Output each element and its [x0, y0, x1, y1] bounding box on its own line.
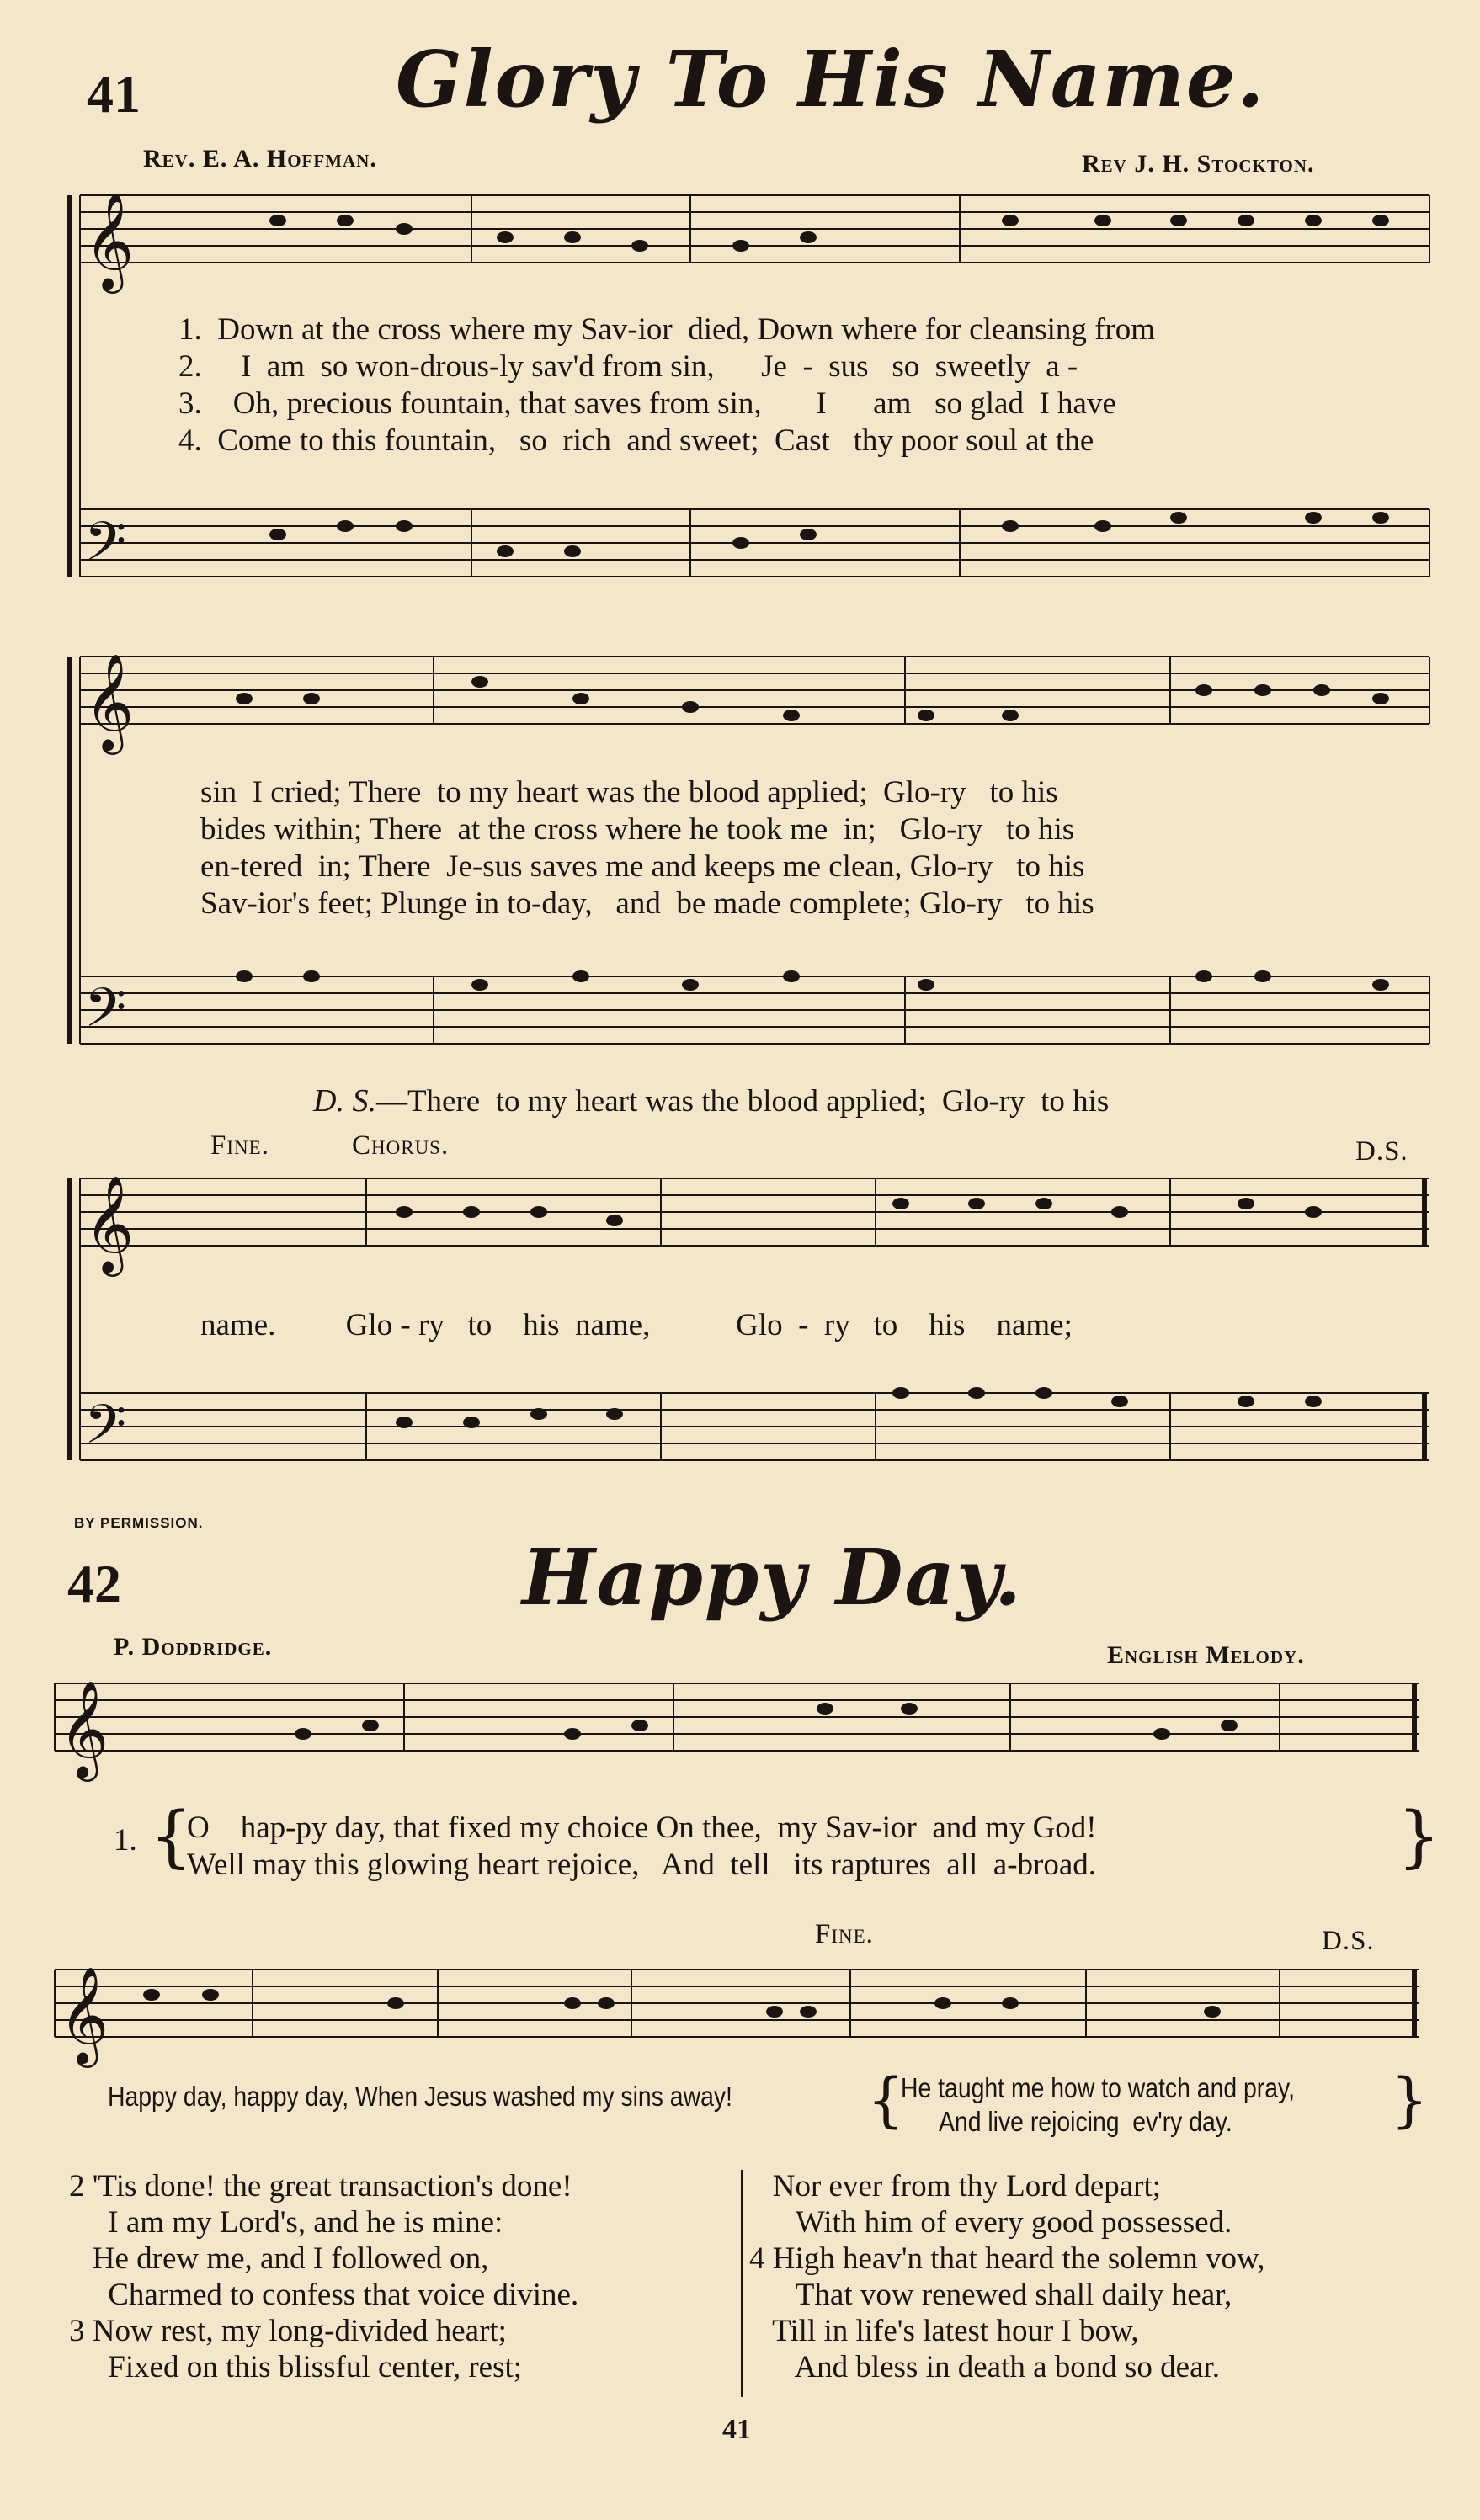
verse-lyrics-block-2	[200, 774, 1094, 922]
lyric-line: Sav-ior's feet; Plunge in to-day, and be made complete; Glo-ry to his	[200, 886, 1094, 921]
svg-text:𝄞: 𝄞	[84, 191, 135, 290]
svg-text:𝄞: 𝄞	[59, 1679, 109, 1778]
lyric-line: bides within; There at the cross where he took me in; Glo-ry to his	[200, 812, 1075, 847]
hymn-number: 42	[67, 1554, 121, 1614]
hymn-composer: Rev J. H. Stockton.	[1082, 150, 1315, 178]
hymn-title: Glory To His Name.	[396, 34, 1266, 125]
svg-text:𝄞: 𝄞	[59, 1965, 109, 2064]
refrain-2	[901, 2072, 1359, 2140]
verse-line: That vow renewed shall daily hear,	[749, 2278, 1232, 2312]
verses-left-column	[69, 2168, 578, 2385]
fine-label: Fine.	[815, 1919, 874, 1949]
chorus-label: Chorus.	[352, 1130, 450, 1161]
column-divider	[741, 2170, 743, 2397]
hymn-author: P. Doddridge.	[114, 1633, 273, 1661]
lyric-line: 1. Down at the cross where my Sav-ior died, Down where for cleansing from	[178, 312, 1156, 347]
verse-line: And bless in death a bond so dear.	[749, 2350, 1221, 2384]
ds-mark: D.S.	[1322, 1926, 1375, 1956]
lyric-line: And live rejoicing ev'ry day.	[939, 2106, 1232, 2137]
refrain-line: Happy day, happy day, When Jesus washed my sins away!	[108, 2081, 732, 2112]
lyric-line: O hap-py day, that fixed my choice On thee, my Sav-ior and my God!	[187, 1810, 1097, 1845]
verse-line: Nor ever from thy Lord depart;	[749, 2169, 1162, 2204]
ds-text: —There to my heart was the blood applied; Glo-ry to his	[375, 1084, 1110, 1119]
ds-mark: D.S.	[1355, 1136, 1408, 1167]
chorus-lyrics: name. Glo - ry to his name, Glo - ry to his name;	[200, 1308, 1073, 1342]
permission-note: BY PERMISSION.	[74, 1515, 204, 1531]
hymn-number: 41	[87, 64, 141, 124]
brace-right: }	[1397, 1797, 1440, 1875]
svg-text:𝄢: 𝄢	[84, 1394, 127, 1470]
ds-line	[313, 1082, 1109, 1119]
verse-line: 4 High heav'n that heard the solemn vow,	[749, 2241, 1265, 2276]
lyric-line: He taught me how to watch and pray,	[901, 2072, 1296, 2103]
ds-label: D. S.	[313, 1083, 376, 1119]
lyric-line: Well may this glowing heart rejoice, And tell its raptures all a-broad.	[187, 1847, 1097, 1882]
verse-line: Fixed on this blissful center, rest;	[69, 2350, 523, 2384]
hymn-title: Happy Day.	[522, 1532, 1023, 1623]
verse-number: 1.	[114, 1823, 137, 1858]
verses-right-column	[749, 2168, 1265, 2385]
verse-line: Till in life's latest hour I bow,	[749, 2314, 1139, 2348]
hymn-composer: English Melody.	[1107, 1641, 1305, 1669]
lyric-line: 3. Oh, precious fountain, that saves from sin, I am so glad I have	[178, 386, 1116, 421]
lyric-line: sin I cried; There to my heart was the blood applied; Glo-ry to his	[200, 775, 1058, 810]
page-number: 41	[722, 2414, 751, 2445]
lyric-line: en-tered in; There Je-sus saves me and keeps me clean, Glo-ry to his	[200, 849, 1085, 884]
verse-line: 3 Now rest, my long-divided heart;	[69, 2314, 507, 2348]
svg-text:𝄢: 𝄢	[84, 511, 127, 587]
svg-text:𝄞: 𝄞	[84, 652, 135, 751]
svg-text:𝄢: 𝄢	[84, 977, 127, 1053]
brace-left: {	[150, 1797, 193, 1875]
verse-1	[187, 1810, 1097, 1884]
verse-line: 2 'Tis done! the great transaction's done!	[69, 2169, 572, 2204]
fine-label: Fine.	[210, 1130, 269, 1161]
svg-text:𝄞: 𝄞	[84, 1174, 135, 1273]
verse-line: Charmed to confess that voice divine.	[69, 2278, 579, 2312]
verse-line: He drew me, and I followed on,	[69, 2241, 489, 2276]
verse-line: I am my Lord's, and he is mine:	[69, 2205, 503, 2240]
hymn-author: Rev. E. A. Hoffman.	[143, 145, 377, 173]
lyric-line: 2. I am so won-drous-ly sav'd from sin, Je - sus so sweetly a -	[178, 349, 1078, 384]
verse-line: With him of every good possessed.	[749, 2205, 1232, 2240]
brace-right: }	[1391, 2065, 1429, 2135]
verse-lyrics-block-1	[178, 311, 1155, 460]
brace-left: {	[867, 2065, 905, 2135]
lyric-line: 4. Come to this fountain, so rich and sweet; Cast thy poor soul at the	[178, 423, 1094, 458]
